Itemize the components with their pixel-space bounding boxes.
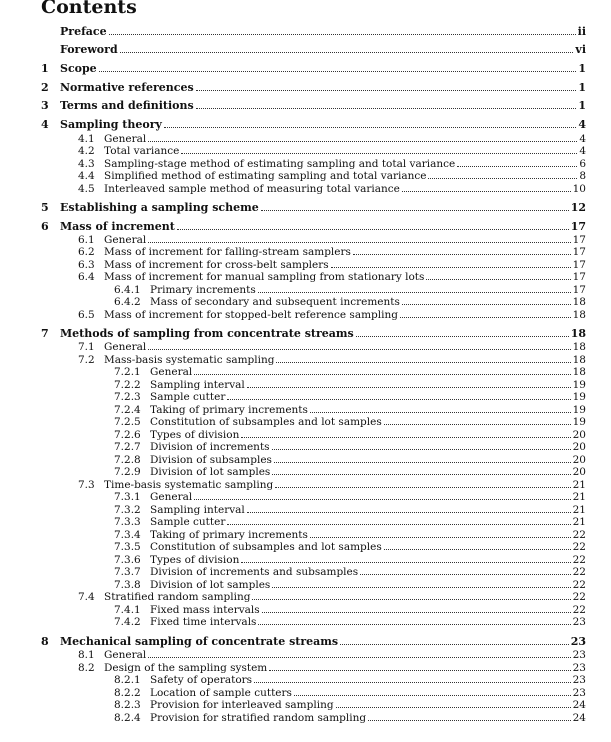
- toc-entry[interactable]: [41, 62, 586, 76]
- toc-entry[interactable]: [41, 245, 586, 259]
- toc-entry-title: Provision for interleaved sampling: [150, 699, 334, 711]
- toc-entry[interactable]: [41, 43, 586, 57]
- dot-leader: [402, 304, 571, 305]
- toc-entry-page: 22: [572, 529, 586, 541]
- toc-entry-title: Scope: [60, 62, 97, 75]
- toc-entry-number: 4.1: [78, 133, 95, 145]
- toc-entry-number: 8.2.3: [114, 699, 141, 711]
- toc-entry[interactable]: [41, 565, 586, 579]
- dot-leader: [148, 141, 577, 142]
- toc-entry[interactable]: [41, 220, 586, 234]
- toc-entry-title: Taking of primary increments: [150, 404, 308, 416]
- toc-entry[interactable]: [41, 99, 586, 113]
- toc-entry-page: 19: [572, 391, 586, 403]
- toc-entry-title: Provision for stratified random sampling: [150, 712, 367, 724]
- dot-leader: [275, 487, 570, 488]
- toc-entry-page: 18: [572, 309, 586, 321]
- toc-entry[interactable]: [41, 25, 586, 39]
- dot-leader: [426, 279, 570, 280]
- toc-entry-page: 1: [578, 99, 586, 112]
- toc-entry-page: 18: [572, 354, 586, 366]
- toc-entry-page: 22: [572, 566, 586, 578]
- toc-entry-title: General: [104, 133, 147, 145]
- dot-leader: [340, 644, 569, 645]
- toc-entry-page: 22: [572, 591, 586, 603]
- toc-entry-number: 7.3.5: [114, 541, 141, 553]
- toc-entry-page: 1: [578, 62, 586, 75]
- toc-entry-number: 6.2: [78, 246, 95, 258]
- dot-leader: [181, 153, 577, 154]
- toc-entry[interactable]: [41, 201, 586, 215]
- toc-entry-page: 20: [572, 466, 586, 478]
- toc-entry-number: 7.3.6: [114, 554, 141, 566]
- dot-leader: [274, 462, 571, 463]
- dot-leader: [269, 670, 570, 671]
- dot-leader: [262, 612, 571, 613]
- toc-entry-page: 19: [572, 379, 586, 391]
- toc-entry[interactable]: [41, 615, 586, 629]
- toc-entry-title: Interleaved sample method of measuring total variance: [104, 183, 400, 195]
- toc-entry-page: 22: [572, 541, 586, 553]
- toc-entry-number: 7.2: [78, 354, 95, 366]
- toc-entry-number: 7.4: [78, 591, 95, 603]
- toc-entry-title: Stratified random sampling: [104, 591, 251, 603]
- toc-entry-title: Mass of increment for stopped-belt reference sampling: [104, 309, 398, 321]
- dot-leader: [196, 90, 577, 91]
- toc-entry-page: 24: [572, 699, 586, 711]
- toc-entry-title: Sample cutter: [150, 516, 226, 528]
- toc-entry-title: Foreword: [60, 43, 118, 56]
- toc-entry-number: 4.4: [78, 170, 95, 182]
- toc-entry-page: 19: [572, 404, 586, 416]
- toc-entry-title: Mass of increment for manual sampling from stationary lots: [104, 271, 425, 283]
- toc-entry-page: 20: [572, 454, 586, 466]
- toc-entry-title: Design of the sampling system: [104, 662, 268, 674]
- toc-entry[interactable]: [41, 365, 586, 379]
- toc-entry-number: 7.2.3: [114, 391, 141, 403]
- toc-entry-page: 12: [570, 201, 586, 214]
- toc-entry-title: Sampling-stage method of estimating sampling and total variance: [104, 158, 456, 170]
- toc-entry[interactable]: [41, 465, 586, 479]
- toc-entry-page: 18: [572, 296, 586, 308]
- toc-entry-page: 23: [572, 616, 586, 628]
- toc-entry-page: 22: [572, 554, 586, 566]
- dot-leader: [353, 254, 571, 255]
- dot-leader: [400, 317, 571, 318]
- toc-entry-page: 17: [572, 271, 586, 283]
- toc-entry[interactable]: [41, 169, 586, 183]
- toc-entry[interactable]: [41, 81, 586, 95]
- toc-entry[interactable]: [41, 118, 586, 132]
- toc-entry-title: Time-basis systematic sampling: [104, 479, 274, 491]
- toc-entry-number: 7.2.7: [114, 441, 141, 453]
- toc-entry-number: 7.1: [78, 341, 95, 353]
- toc-entry-page: 4: [579, 145, 586, 157]
- toc-entry-number: 8.1: [78, 649, 95, 661]
- dot-leader: [356, 336, 569, 337]
- toc-entry-number: 7.3.4: [114, 529, 141, 541]
- toc-entry-title: Safety of operators: [150, 674, 253, 686]
- toc-entry-title: Normative references: [60, 81, 194, 94]
- toc-entry-page: 18: [572, 341, 586, 353]
- dot-leader: [241, 562, 570, 563]
- toc-entry-page: 4: [579, 133, 586, 145]
- toc-entry[interactable]: [41, 711, 586, 725]
- dot-leader: [194, 499, 570, 500]
- toc-entry[interactable]: [41, 590, 586, 604]
- dot-leader: [384, 549, 571, 550]
- toc-entry[interactable]: [41, 295, 586, 309]
- toc-entry-page: 6: [579, 158, 586, 170]
- toc-entry-number: 4.5: [78, 183, 95, 195]
- toc-entry-page: 23: [570, 635, 586, 648]
- toc-entry[interactable]: [41, 144, 586, 158]
- toc-entry-title: Division of lot samples: [150, 466, 271, 478]
- dot-leader: [148, 349, 570, 350]
- toc-entry-page: 22: [572, 579, 586, 591]
- dot-leader: [428, 178, 577, 179]
- dot-leader: [241, 437, 570, 438]
- dot-leader: [310, 412, 571, 413]
- toc-entry-title: Sampling theory: [60, 118, 162, 131]
- toc-entry-number: 7.3.2: [114, 504, 141, 516]
- toc-entry-title: General: [104, 234, 147, 246]
- dot-leader: [331, 267, 571, 268]
- dot-leader: [148, 242, 570, 243]
- dot-leader: [120, 52, 574, 53]
- toc-entry[interactable]: [41, 415, 586, 429]
- toc-entry-number: 6: [41, 220, 49, 233]
- dot-leader: [258, 624, 570, 625]
- toc-entry-title: Fixed mass intervals: [150, 604, 260, 616]
- toc-entry-number: 7.3: [78, 479, 95, 491]
- toc-entry-number: 7.2.6: [114, 429, 141, 441]
- dot-leader: [227, 399, 570, 400]
- dot-leader: [384, 424, 571, 425]
- toc-entry-title: General: [150, 491, 193, 503]
- toc-entry-title: Taking of primary increments: [150, 529, 308, 541]
- toc-entry[interactable]: [41, 698, 586, 712]
- toc-entry-page: 20: [572, 429, 586, 441]
- toc-entry[interactable]: [41, 635, 586, 649]
- toc-entry[interactable]: [41, 515, 586, 529]
- toc-entry-title: General: [104, 649, 147, 661]
- toc-entry-number: 7.4.1: [114, 604, 141, 616]
- dot-leader: [272, 587, 570, 588]
- dot-leader: [109, 34, 576, 35]
- toc-entry-page: 17: [572, 234, 586, 246]
- dot-leader: [457, 166, 577, 167]
- toc-entry-title: Sampling interval: [150, 504, 245, 516]
- toc-entry[interactable]: [41, 182, 586, 196]
- dot-leader: [194, 374, 570, 375]
- toc-entry-title: General: [150, 366, 193, 378]
- dot-leader: [177, 229, 569, 230]
- toc-entry[interactable]: [41, 648, 586, 662]
- toc-entry-number: 6.4.1: [114, 284, 141, 296]
- toc-entry[interactable]: [41, 327, 586, 341]
- toc-entry-number: 5: [41, 201, 49, 214]
- toc-entry[interactable]: [41, 440, 586, 454]
- toc-entry-title: Primary increments: [150, 284, 256, 296]
- toc-entry-title: Terms and definitions: [60, 99, 194, 112]
- toc-entry-title: Fixed time intervals: [150, 616, 257, 628]
- dot-leader: [247, 387, 571, 388]
- dot-leader: [402, 191, 571, 192]
- dot-leader: [252, 599, 570, 600]
- toc-entry-page: 17: [572, 246, 586, 258]
- toc-entry-page: 17: [572, 284, 586, 296]
- toc-entry-page: 21: [572, 491, 586, 503]
- toc-entry-number: 8.2.1: [114, 674, 141, 686]
- toc-entry-number: 7.2.1: [114, 366, 141, 378]
- dot-leader: [294, 695, 571, 696]
- toc-entry-number: 6.4: [78, 271, 95, 283]
- toc-entry-page: 10: [572, 183, 586, 195]
- toc-entry-number: 7.2.2: [114, 379, 141, 391]
- toc-entry-title: Mass of secondary and subsequent increments: [150, 296, 400, 308]
- toc-entry-page: 21: [572, 516, 586, 528]
- toc-entry-title: Division of lot samples: [150, 579, 271, 591]
- toc-entry[interactable]: [41, 490, 586, 504]
- toc-entry-page: 23: [572, 674, 586, 686]
- toc-entry-number: 4.2: [78, 145, 95, 157]
- toc-entry-title: Types of division: [150, 554, 240, 566]
- toc-entry-number: 6.4.2: [114, 296, 141, 308]
- toc-entry[interactable]: [41, 308, 586, 322]
- toc-entry-number: 7.3.8: [114, 579, 141, 591]
- toc-entry-number: 7.2.8: [114, 454, 141, 466]
- toc-entry-page: 24: [572, 712, 586, 724]
- toc-entry-title: Mass of increment for falling-stream samplers: [104, 246, 351, 258]
- toc-entry-title: Simplified method of estimating sampling and total variance: [104, 170, 427, 182]
- toc-entry-number: 6.3: [78, 259, 95, 271]
- toc-entry-number: 6.5: [78, 309, 95, 321]
- toc-entry-page: 17: [572, 259, 586, 271]
- dot-leader: [272, 474, 570, 475]
- toc-entry-page: 20: [572, 441, 586, 453]
- toc-entry[interactable]: [41, 340, 586, 354]
- toc-entry[interactable]: [41, 270, 586, 284]
- dot-leader: [254, 682, 571, 683]
- toc-entry-title: Mass of increment: [60, 220, 175, 233]
- dot-leader: [261, 210, 569, 211]
- toc-entry-title: Sampling interval: [150, 379, 245, 391]
- toc-entry-title: Division of subsamples: [150, 454, 272, 466]
- toc-entry-number: 8: [41, 635, 49, 648]
- toc-entry-title: Division of increments and subsamples: [150, 566, 359, 578]
- toc-entry-number: 4: [41, 118, 49, 131]
- toc-entry-page: vi: [575, 43, 586, 56]
- dot-leader: [148, 657, 570, 658]
- toc-entry-number: 7.4.2: [114, 616, 141, 628]
- toc-entry-number: 7.3.7: [114, 566, 141, 578]
- toc-entry-title: Constitution of subsamples and lot samples: [150, 416, 382, 428]
- dot-leader: [99, 71, 577, 72]
- toc-entry-title: Establishing a sampling scheme: [60, 201, 259, 214]
- dot-leader: [368, 720, 571, 721]
- toc-entry-page: 18: [570, 327, 586, 340]
- toc-entry-page: 18: [572, 366, 586, 378]
- toc-entry-title: Types of division: [150, 429, 240, 441]
- toc-entry-number: 7.2.4: [114, 404, 141, 416]
- toc-entry-title: Division of increments: [150, 441, 270, 453]
- dot-leader: [360, 574, 570, 575]
- dot-leader: [247, 512, 571, 513]
- dot-leader: [276, 362, 570, 363]
- toc-entry-page: 21: [572, 479, 586, 491]
- toc-entry-page: 22: [572, 604, 586, 616]
- toc-entry-page: 23: [572, 649, 586, 661]
- toc-entry-number: 8.2.4: [114, 712, 141, 724]
- dot-leader: [336, 707, 571, 708]
- toc-entry[interactable]: [41, 390, 586, 404]
- toc-entry[interactable]: [41, 540, 586, 554]
- toc-entry-number: 4.3: [78, 158, 95, 170]
- toc-entry-number: 7: [41, 327, 49, 340]
- toc-entry-title: Constitution of subsamples and lot samples: [150, 541, 382, 553]
- toc-entry-title: Mass of increment for cross-belt samplers: [104, 259, 329, 271]
- toc-entry-title: Methods of sampling from concentrate streams: [60, 327, 354, 340]
- dot-leader: [227, 524, 570, 525]
- toc-entry-page: 19: [572, 416, 586, 428]
- toc-entry-page: 8: [579, 170, 586, 182]
- toc-entry-title: Mechanical sampling of concentrate streams: [60, 635, 339, 648]
- toc-entry-number: 7.2.5: [114, 416, 141, 428]
- toc-entry-number: 6.1: [78, 234, 95, 246]
- toc-entry-title: Preface: [60, 25, 107, 38]
- dot-leader: [272, 449, 571, 450]
- toc-entry-number: 7.3.3: [114, 516, 141, 528]
- dot-leader: [310, 537, 571, 538]
- toc-entry-number: 8.2.2: [114, 687, 141, 699]
- toc-entry-number: 7.3.1: [114, 491, 141, 503]
- toc-entry-title: General: [104, 341, 147, 353]
- toc-entry-page: ii: [577, 25, 586, 38]
- toc-entry-title: Total variance: [104, 145, 180, 157]
- toc-entry[interactable]: [41, 673, 586, 687]
- toc-entry-title: Sample cutter: [150, 391, 226, 403]
- toc-entry-page: 23: [572, 662, 586, 674]
- toc-entry-number: 1: [41, 62, 49, 75]
- dot-leader: [258, 292, 571, 293]
- toc-entry-title: Location of sample cutters: [150, 687, 292, 699]
- toc-entry-page: 1: [578, 81, 586, 94]
- toc-entry-page: 17: [570, 220, 586, 233]
- dot-leader: [164, 127, 576, 128]
- toc-entry-title: Mass-basis systematic sampling: [104, 354, 275, 366]
- page-title: Contents: [41, 0, 137, 18]
- toc-entry-number: 3: [41, 99, 49, 112]
- toc-entry-number: 8.2: [78, 662, 95, 674]
- toc-entry-number: 2: [41, 81, 49, 94]
- toc-entry-page: 4: [578, 118, 586, 131]
- toc-entry-page: 21: [572, 504, 586, 516]
- dot-leader: [196, 108, 577, 109]
- toc-entry-number: 7.2.9: [114, 466, 141, 478]
- toc-entry-page: 23: [572, 687, 586, 699]
